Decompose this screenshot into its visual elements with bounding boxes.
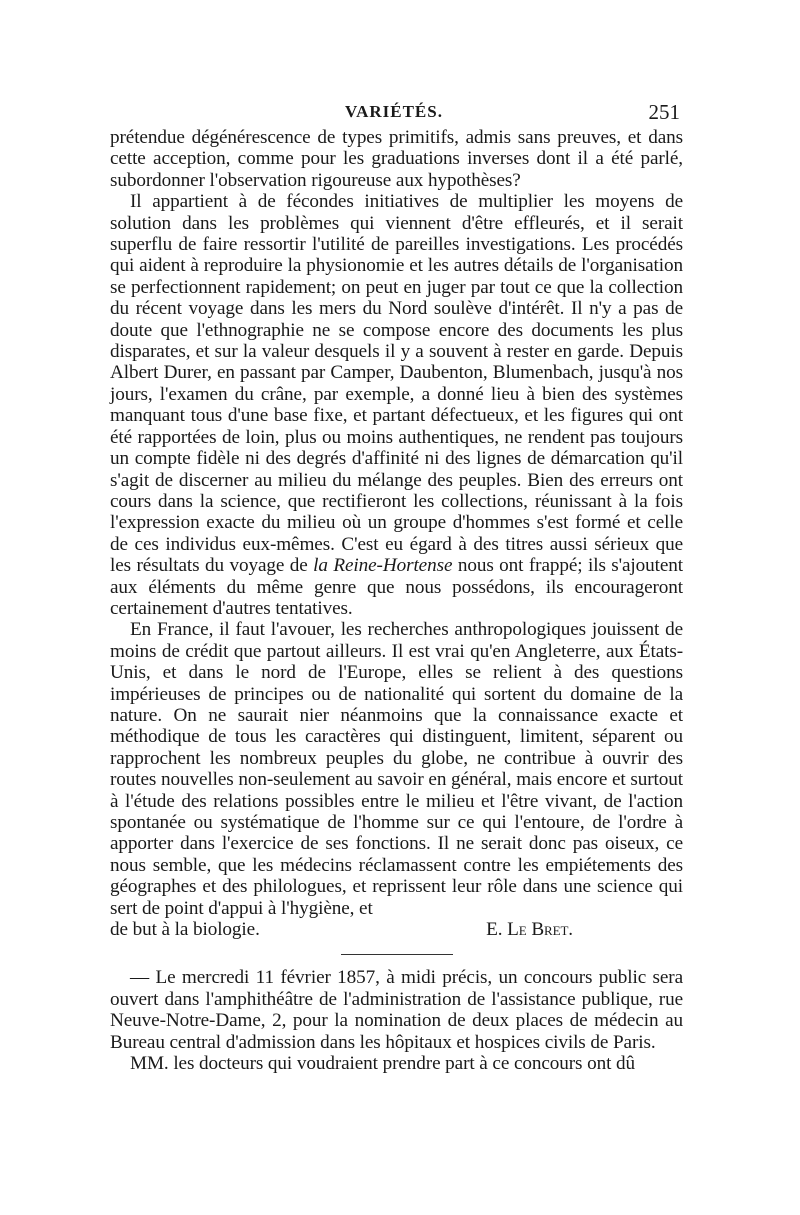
section-title: VARIÉTÉS.	[345, 102, 443, 121]
paragraph	[110, 191, 683, 619]
paragraph: prétendue dégénérescence de types primitifs, admis sans preuves, et dans cette acception, comme pour les graduations inverses dont il a été parlé, subordonner l'observation rigoureuse aux hypothèses?	[110, 127, 683, 191]
signature-line	[110, 919, 683, 940]
paragraph-text: Il appartient à de fécondes initiatives de multiplier les moyens de solution dans les problèmes qui viennent d'être effleurés, et il serait superflu de faire ressortir l'utilité de pareilles investigations. Les procédés qui aident à reproduire la physionomie et les autres détails de l'organisation se perfectionnent rapidement; on peut en juger par tout ce que la collection du récent voyage dans les mers du Nord soulève d'intérêt. Il n'y a pas de doute que l'ethnographie ne se compose encore des documents les plus disparates, et sur la valeur desquels il y a souvent à rester en garde. Depuis Albert Durer, en passant par Camper, Daubenton, Blumenbach, jusqu'à nos jours, l'examen du crâne, par exemple, a donné lieu à bien des systèmes manquant tous d'une base fixe, et partant défectueux, et les figures qui ont été rapportées de loin, plus ou moins authentiques, ne rendent pas toujours un compte fidèle ni des degrés d'affinité ni des lignes de démarcation qu'il s'agit de discerner au milieu du mélange des peuples. Bien des erreurs ont cours dans la science, que rectifieront les collections, réunissant à la fois l'expression exacte du milieu où un groupe d'hommes s'est formé et celle de ces individus eux-mêmes. C'est eu égard à des titres aussi sérieux que les résultats du voyage de	[110, 191, 683, 577]
separator-rule	[341, 954, 453, 955]
paragraph-text: nous ont frappé; ils s'ajoutent aux éléments du même genre que nous possédons, ils encourageront certainement d'autres tentatives.	[110, 555, 684, 619]
ship-name: la Reine-Hortense	[313, 555, 453, 577]
running-header	[108, 100, 680, 126]
author-signature: E. Le Bret.	[486, 919, 573, 941]
paragraph-end: de but à la biologie.	[110, 919, 260, 941]
page-number: 251	[648, 100, 680, 124]
notice-paragraph: MM. les docteurs qui voudraient prendre part à ce concours ont dû	[130, 1053, 636, 1075]
notice-paragraph: — Le mercredi 11 février 1857, à midi précis, un concours public sera ouvert dans l'amphithéâtre de l'administration de l'assistance publique, rue Neuve-Notre-Dame, 2, pour la nomination de deux places de médecin au Bureau central d'admission dans les hôpitaux et hospices civils de Paris.	[110, 967, 683, 1053]
body-text	[110, 127, 683, 1074]
notice-section	[110, 967, 683, 1074]
paragraph: En France, il faut l'avouer, les recherches anthropologiques jouissent de moins de crédit que partout ailleurs. Il est vrai qu'en Angleterre, aux États-Unis, et dans le nord de l'Europe, elles se relient à des questions impérieuses de principes ou de nationalité qui sortent du domaine de la nature. On ne saurait nier néanmoins que la connaissance exacte et méthodique de tous les caractères qui distinguent, limitent, séparent ou rapprochent les nombreux peuples du globe, ne contribue à ouvrir des routes nouvelles non-seulement au savoir en général, mais encore et surtout à l'étude des relations possibles entre le milieu et l'être vivant, de l'action spontanée ou systématique de l'homme sur ce qui l'entoure, de l'ordre à apporter dans l'exercice de ses fonctions. Il ne serait donc pas oiseux, ce nous semble, que les médecins réclamassent contre les empiétements des géographes et des philologues, et reprissent leur rôle dans une science qui sert de point d'appui à l'hygiène, et	[110, 619, 683, 919]
